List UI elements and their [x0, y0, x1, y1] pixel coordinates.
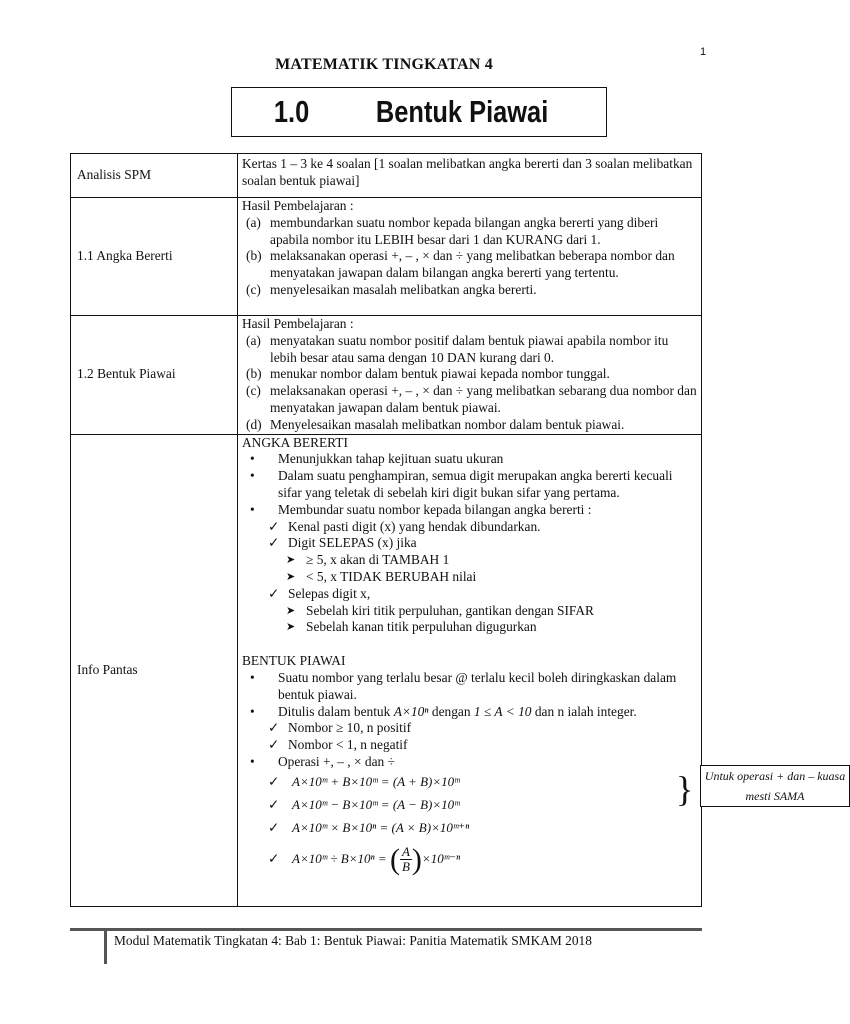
- check-icon: ✓: [268, 737, 280, 753]
- table-row: [71, 198, 702, 316]
- info-pantas-content: [238, 434, 846, 906]
- list-item: ➤ ≥ 5, x akan di TAMBAH 1: [286, 552, 450, 568]
- chapter-number: 1.0: [274, 94, 310, 129]
- check-icon: ✓: [268, 518, 280, 534]
- list-item: (b) menukar nombor dalam bentuk piawai kepada nombor tunggal.: [246, 366, 610, 382]
- list-item: (a) membundarkan suatu nombor kepada bilangan angka bererti yang diberi apabila nombor itu LEBIH besar dari 1 dan KURANG dari 1.: [246, 214, 659, 247]
- formula-addition: ✓ A×10ᵐ + B×10ᵐ = (A + B)×10ᵐ: [268, 773, 460, 789]
- list-item: • Ditulis dalam bentuk A×10ⁿ dengan 1 ≤ A < 10 dan n ialah integer.: [250, 703, 637, 719]
- list-item: (c) menyelesaikan masalah melibatkan angka bererti.: [246, 281, 537, 297]
- list-item: • Suatu nombor yang terlalu besar @ terlalu kecil boleh diringkaskan dalam bentuk piawai.: [250, 669, 677, 702]
- footer-vertical-bar: [104, 928, 107, 964]
- arrowhead-icon: ➤: [286, 570, 296, 583]
- outcome-intro: Hasil Pembelajaran :: [242, 316, 354, 331]
- page-heading: MATEMATIK TINGKATAN 4: [275, 56, 493, 73]
- check-icon: ✓: [268, 851, 280, 867]
- operation-note-box: Untuk operasi + dan – kuasa mesti SAMA: [700, 765, 850, 807]
- list-item: ✓ Nombor ≥ 10, n positif: [268, 720, 412, 736]
- angka-bererti-title: ANGKA BERERTI: [242, 434, 348, 450]
- formula-division: ✓ A×10ᵐ ÷ B×10ⁿ = ( $\frac{A}{B}$ ) ×10ᵐ⁻ⁿ: [268, 842, 461, 876]
- list-item: • Dalam suatu penghampiran, semua digit merupakan angka bererti kecuali sifar yang teletak di sebelah kiri digit bukan sifar yang pertama.: [250, 468, 673, 500]
- check-icon: ✓: [268, 773, 280, 789]
- syllabus-table: [70, 153, 846, 907]
- list-item: • Operasi +, – , × dan ÷: [250, 753, 395, 769]
- bentuk-piawai-title: BENTUK PIAWAI: [242, 653, 346, 669]
- chapter-title: Bentuk Piawai: [376, 94, 549, 129]
- check-icon: ✓: [268, 535, 280, 551]
- row-label-spm: Analisis SPM: [71, 154, 238, 198]
- arrowhead-icon: ➤: [286, 554, 296, 567]
- arrowhead-icon: ➤: [286, 621, 296, 634]
- outcome-intro: Hasil Pembelajaran :: [242, 198, 354, 213]
- chapter-title-box: [231, 87, 607, 137]
- list-item: ➤ Sebelah kiri titik perpuluhan, gantikan dengan SIFAR: [286, 602, 594, 618]
- formula-subtraction: ✓ A×10ᵐ − B×10ᵐ = (A − B)×10ᵐ: [268, 796, 460, 812]
- row-label-bentuk-piawai: 1.2 Bentuk Piawai: [71, 316, 238, 435]
- list-item: (c) melaksanakan operasi +, – , × dan ÷ yang melibatkan sebarang dua nombor dan menyatakan jawapan dalam bentuk piawai.: [246, 383, 697, 415]
- list-item: • Menunjukkan tahap kejituan suatu ukuran: [250, 451, 504, 467]
- page-number: 1: [700, 46, 707, 58]
- check-icon: ✓: [268, 585, 280, 601]
- list-item: ➤ Sebelah kanan titik perpuluhan digugurkan: [286, 619, 537, 635]
- bentuk-piawai-outcomes: [238, 316, 702, 435]
- list-item: ✓ Digit SELEPAS (x) jika: [268, 535, 417, 551]
- check-icon: ✓: [268, 720, 280, 736]
- list-item: (d) Menyelesaikan masalah melibatkan nombor dalam bentuk piawai.: [246, 416, 625, 432]
- arrowhead-icon: ➤: [286, 604, 296, 617]
- table-row: [71, 154, 702, 198]
- list-item: (a) menyatakan suatu nombor positif dalam bentuk piawai apabila nombor itu lebih besar atau sama dengan 10 DAN kurang dari 0.: [246, 332, 669, 365]
- list-item: ✓ Kenal pasti digit (x) yang hendak dibundarkan.: [268, 518, 541, 534]
- list-item: • Membundar suatu nombor kepada bilangan angka bererti :: [250, 501, 592, 517]
- list-item: (b) melaksanakan operasi +, – , × dan ÷ yang melibatkan beberapa nombor dan menyatakan jawapan dalam bilangan angka bererti yang tertentu.: [246, 248, 675, 281]
- spm-analysis-text: Kertas 1 – 3 ke 4 soalan [1 soalan melibatkan angka bererti dan 3 soalan melibatkan soalan bentuk piawai]: [238, 154, 702, 198]
- table-row: [71, 316, 702, 435]
- fraction: $\frac{A}{B}$: [401, 844, 410, 875]
- page-footer: Modul Matematik Tingkatan 4: Bab 1: Bentuk Piawai: Panitia Matematik SMKAM 2018: [114, 933, 592, 948]
- row-label-angka-bererti: 1.1 Angka Bererti: [71, 198, 238, 316]
- brace-icon: }: [676, 768, 694, 809]
- check-icon: ✓: [268, 819, 280, 835]
- angka-bererti-outcomes: [238, 198, 702, 316]
- list-item: ➤ < 5, x TIDAK BERUBAH nilai: [286, 568, 477, 584]
- row-label-info-pantas: Info Pantas: [71, 434, 238, 906]
- check-icon: ✓: [268, 796, 280, 812]
- footer-divider: [70, 928, 702, 931]
- formula-multiplication: ✓ A×10ᵐ × B×10ⁿ = (A × B)×10ᵐ⁺ⁿ: [268, 819, 470, 835]
- table-row: [71, 434, 702, 906]
- list-item: ✓ Selepas digit x,: [268, 585, 371, 601]
- list-item: ✓ Nombor < 1, n negatif: [268, 737, 408, 753]
